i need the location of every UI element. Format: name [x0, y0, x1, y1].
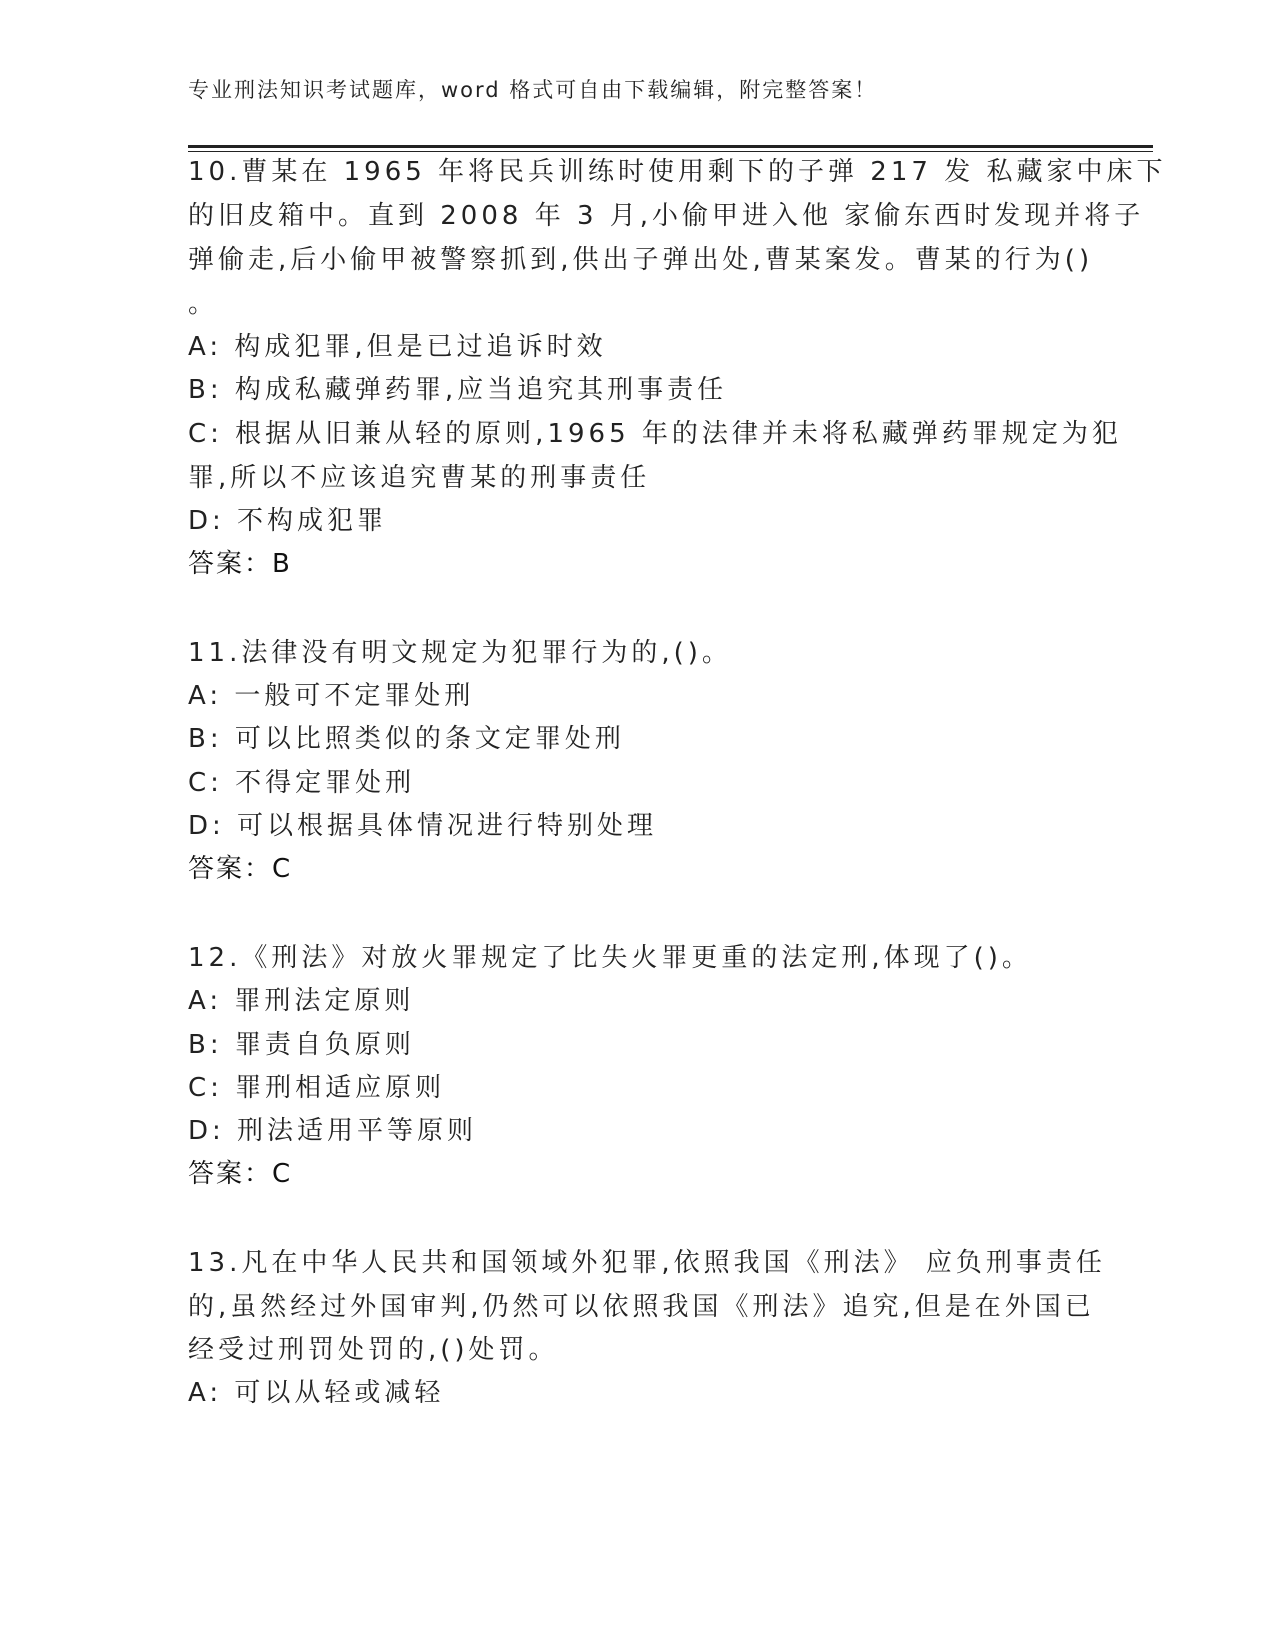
question-10-option-c: C: 根据从旧兼从轻的原则,1965 年的法律并未将私藏弹药罪规定为犯 — [188, 419, 1122, 449]
question-10-option-d: D: 不构成犯罪 — [188, 506, 388, 536]
question-10-stem-line-1: 10.曹某在 1965 年将民兵训练时使用剩下的子弹 217 发 私藏家中床下 — [188, 157, 1167, 187]
question-10-stem-line-3: 弹偷走,后小偷甲被警察抓到,供出子弹出处,曹某案发。曹某的行为() — [188, 245, 1094, 275]
question-10-stem-line-2: 的旧皮箱中。直到 2008 年 3 月,小偷甲进入他 家偷东西时发现并将子 — [188, 201, 1145, 231]
question-12-answer: 答案：C — [188, 1159, 293, 1189]
question-12-stem: 12.《刑法》对放火罪规定了比失火罪更重的法定刑,体现了()。 — [188, 943, 1032, 973]
question-11-option-a: A: 一般可不定罪处刑 — [188, 681, 475, 711]
question-13-stem-line-2: 的,虽然经过外国审判,仍然可以依照我国《刑法》追究,但是在外国已 — [188, 1292, 1095, 1322]
question-11-option-c: C: 不得定罪处刑 — [188, 768, 416, 798]
question-13-stem-line-3: 经受过刑罚处罚的,()处罚。 — [188, 1335, 559, 1365]
question-11-option-b: B: 可以比照类似的条文定罪处刑 — [188, 724, 625, 754]
question-10-option-c-cont: 罪,所以不应该追究曹某的刑事责任 — [188, 463, 651, 493]
question-10-stem-line-4: 。 — [188, 289, 219, 319]
header-rule-thin — [188, 151, 1153, 152]
question-12-option-c: C: 罪刑相适应原则 — [188, 1073, 446, 1103]
question-13-option-a: A: 可以从轻或减轻 — [188, 1378, 445, 1408]
question-11-stem: 11.法律没有明文规定为犯罪行为的,()。 — [188, 638, 732, 668]
question-10-answer: 答案：B — [188, 549, 292, 579]
question-10-option-a: A: 构成犯罪,但是已过追诉时效 — [188, 332, 607, 362]
question-12-option-b: B: 罪责自负原则 — [188, 1030, 415, 1060]
page-header: 专业刑法知识考试题库，word 格式可自由下载编辑，附完整答案！ — [188, 78, 878, 102]
question-13-stem-line-1: 13.凡在中华人民共和国领域外犯罪,依照我国《刑法》 应负刑事责任 — [188, 1248, 1106, 1278]
question-12-option-d: D: 刑法适用平等原则 — [188, 1116, 478, 1146]
question-11-answer: 答案：C — [188, 854, 293, 884]
header-rule — [188, 145, 1153, 148]
question-11-option-d: D: 可以根据具体情况进行特别处理 — [188, 811, 658, 841]
question-10-option-b: B: 构成私藏弹药罪,应当追究其刑事责任 — [188, 375, 728, 405]
question-12-option-a: A: 罪刑法定原则 — [188, 986, 415, 1016]
